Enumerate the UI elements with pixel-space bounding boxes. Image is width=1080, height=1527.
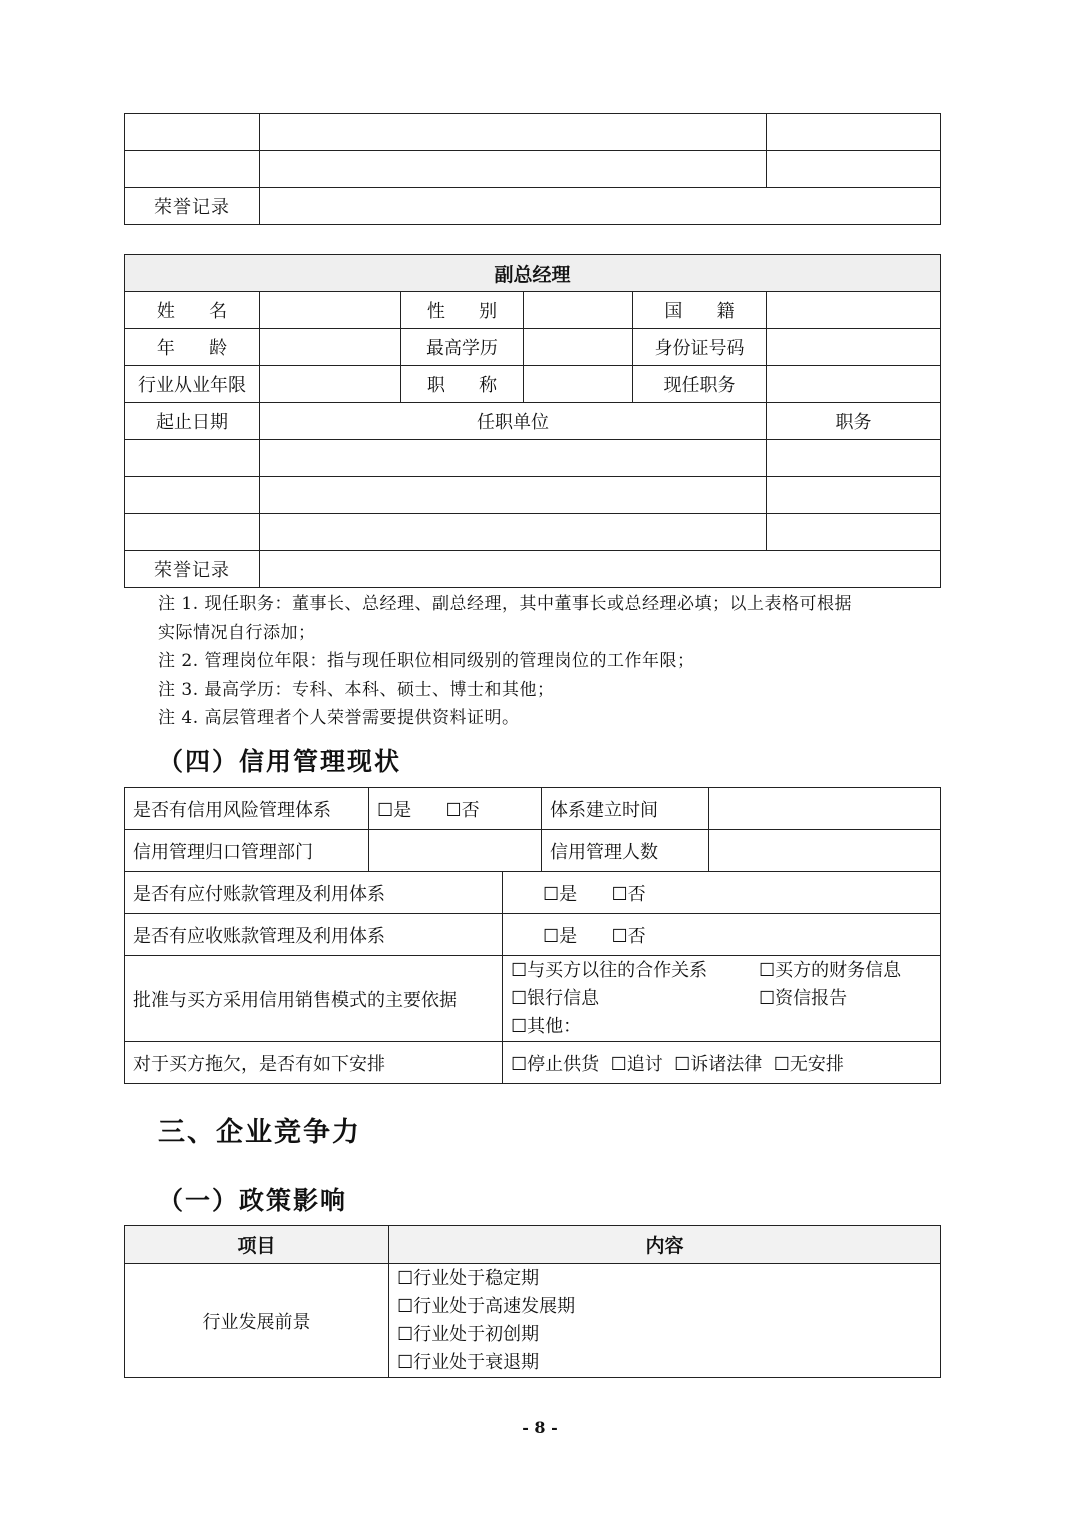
honor-label: 荣誉记录	[125, 551, 260, 588]
payable-label: 是否有应付账款管理及利用体系	[125, 872, 503, 914]
honor-field[interactable]	[260, 551, 941, 588]
table-cell[interactable]	[767, 440, 941, 477]
education-field[interactable]	[524, 329, 633, 366]
page-number: - 8 -	[522, 1418, 558, 1437]
gender-label: 性 别	[401, 292, 524, 329]
outlook-option[interactable]: ☐行业处于初创期	[397, 1323, 540, 1345]
vice-general-manager-table	[124, 254, 941, 588]
credit-staff-label: 信用管理人数	[542, 830, 709, 872]
industry-outlook-options	[389, 1264, 941, 1378]
nationality-label: 国 籍	[633, 292, 767, 329]
table-cell[interactable]	[260, 114, 767, 151]
dates-header: 起止日期	[125, 403, 260, 440]
basis-option[interactable]: ☐与买方以往的合作关系	[511, 959, 708, 981]
receivable-label: 是否有应收账款管理及利用体系	[125, 914, 503, 956]
id-number-label: 身份证号码	[633, 329, 767, 366]
arrears-label: 对于买方拖欠，是否有如下安排	[125, 1042, 503, 1084]
policy-heading: （一）政策影响	[158, 1186, 348, 1215]
education-label: 最高学历	[401, 329, 524, 366]
duty-header: 职务	[767, 403, 941, 440]
table-cell[interactable]	[260, 477, 767, 514]
table-cell[interactable]	[125, 440, 260, 477]
basis-options	[503, 956, 941, 1042]
basis-option[interactable]: ☐银行信息	[511, 987, 600, 1009]
item-column-header: 项目	[125, 1226, 389, 1264]
professional-title-field[interactable]	[524, 366, 633, 403]
basis-option[interactable]: ☐其他：	[511, 1015, 582, 1037]
current-position-label: 现任职务	[633, 366, 767, 403]
note-line: 注 3. 最高学历：专科、本科、硕士、博士和其他；	[158, 679, 555, 700]
honor-field[interactable]	[260, 188, 941, 225]
table-cell[interactable]	[260, 440, 767, 477]
note-line: 实际情况自行添加；	[158, 622, 316, 643]
credit-dept-label: 信用管理归口管理部门	[125, 830, 369, 872]
risk-system-options[interactable]: ☐是 ☐否	[369, 788, 542, 830]
table-cell[interactable]	[767, 477, 941, 514]
table-cell[interactable]	[767, 151, 941, 188]
nationality-field[interactable]	[767, 292, 941, 329]
age-label: 年 龄	[125, 329, 260, 366]
gender-field[interactable]	[524, 292, 633, 329]
table-cell[interactable]	[125, 477, 260, 514]
outlook-option[interactable]: ☐行业处于衰退期	[397, 1351, 540, 1373]
table-notes	[158, 590, 918, 733]
established-time-label: 体系建立时间	[542, 788, 709, 830]
table-cell[interactable]	[767, 114, 941, 151]
industry-years-field[interactable]	[260, 366, 401, 403]
professional-title-label: 职 称	[401, 366, 524, 403]
risk-system-label: 是否有信用风险管理体系	[125, 788, 369, 830]
note-line: 注 4. 高层管理者个人荣誉需要提供资料证明。	[158, 708, 520, 728]
payable-options[interactable]: ☐是 ☐否	[503, 872, 941, 914]
prev-manager-table	[124, 113, 941, 225]
competitiveness-heading: 三、企业竞争力	[158, 1117, 361, 1148]
receivable-options[interactable]: ☐是 ☐否	[503, 914, 941, 956]
note-line: 注 1. 现任职务：董事长、总经理、副总经理，其中董事长或总经理必填；以上表格可根据	[158, 594, 853, 614]
table-cell[interactable]	[260, 514, 767, 551]
id-number-field[interactable]	[767, 329, 941, 366]
table-cell[interactable]	[125, 114, 260, 151]
honor-label: 荣誉记录	[125, 188, 260, 225]
industry-outlook-label: 行业发展前景	[125, 1264, 389, 1378]
outlook-option[interactable]: ☐行业处于稳定期	[397, 1267, 540, 1289]
industry-years-label: 行业从业年限	[125, 366, 260, 403]
table-cell[interactable]	[125, 151, 260, 188]
outlook-option[interactable]: ☐行业处于高速发展期	[397, 1295, 576, 1317]
credit-dept-field[interactable]	[369, 830, 542, 872]
policy-impact-table	[124, 1225, 941, 1378]
credit-staff-field[interactable]	[709, 830, 941, 872]
current-position-field[interactable]	[767, 366, 941, 403]
basis-option[interactable]: ☐买方的财务信息	[759, 959, 902, 981]
unit-header: 任职单位	[260, 403, 767, 440]
section-title: 副总经理	[125, 255, 941, 292]
name-field[interactable]	[260, 292, 401, 329]
age-field[interactable]	[260, 329, 401, 366]
arrears-options[interactable]: ☐停止供货 ☐追讨 ☐诉诸法律 ☐无安排	[503, 1042, 941, 1084]
established-time-field[interactable]	[709, 788, 941, 830]
name-label: 姓 名	[125, 292, 260, 329]
basis-label: 批准与买方采用信用销售模式的主要依据	[125, 956, 503, 1042]
table-cell[interactable]	[260, 151, 767, 188]
content-column-header: 内容	[389, 1226, 941, 1264]
table-cell[interactable]	[767, 514, 941, 551]
note-line: 注 2. 管理岗位年限：指与现任职位相同级别的管理岗位的工作年限；	[158, 651, 695, 671]
table-cell[interactable]	[125, 514, 260, 551]
basis-option[interactable]: ☐资信报告	[759, 987, 848, 1009]
credit-heading: （四）信用管理现状	[158, 747, 402, 776]
credit-management-table	[124, 787, 941, 1084]
